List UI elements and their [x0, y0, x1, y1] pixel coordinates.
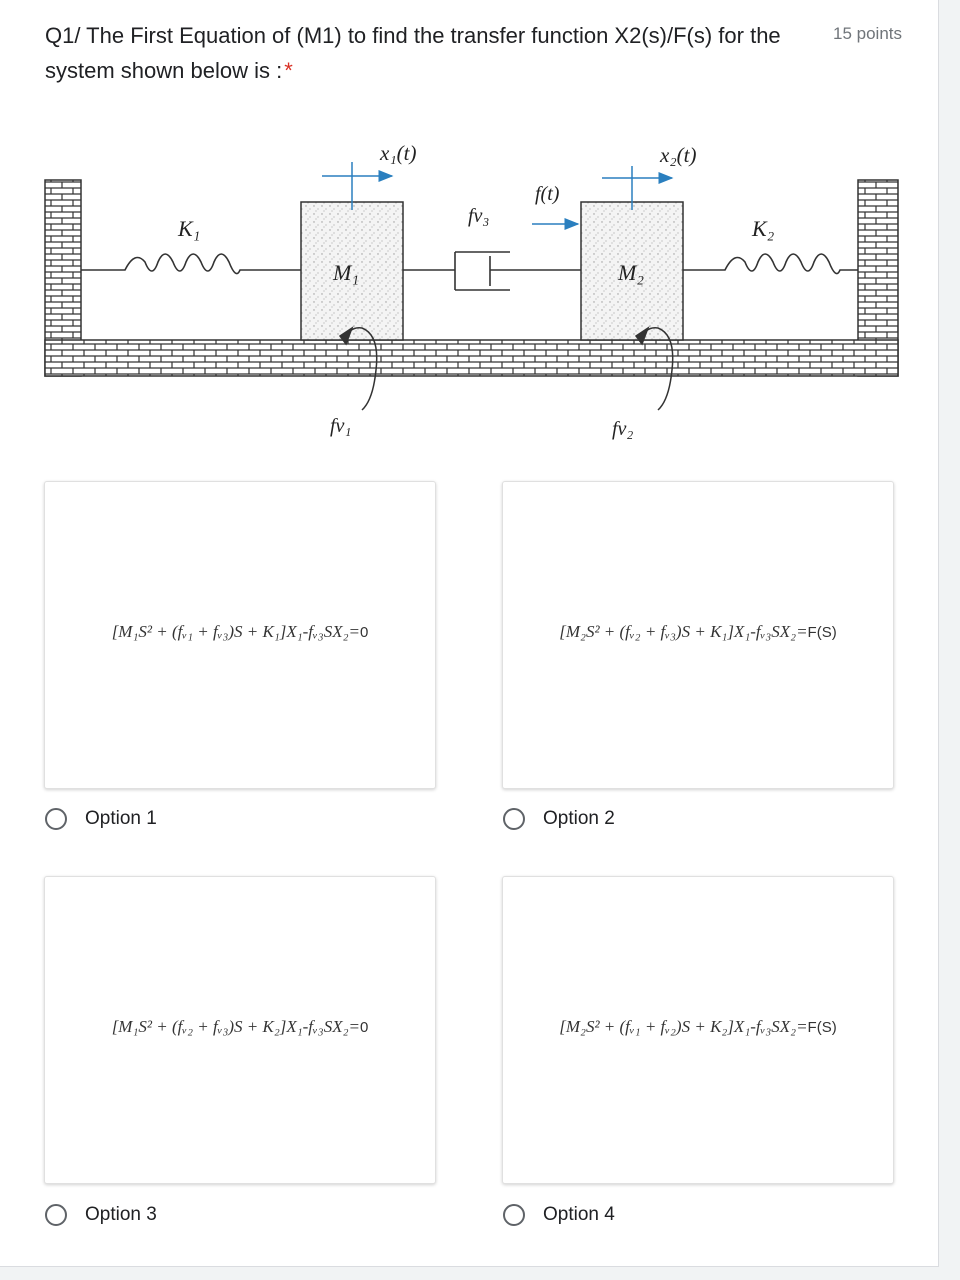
option-4-choice[interactable] [503, 1204, 615, 1226]
question-title [45, 18, 815, 88]
points-label: 15 points [833, 24, 902, 43]
option-2-image-card[interactable] [502, 481, 894, 789]
option-1-equation: [M₁S² + (fᵥ₁ + fᵥ₃)S + K₁]X₁-fᵥ₃SX₂=0 [111, 622, 369, 641]
option-3-choice[interactable] [45, 1204, 157, 1226]
fv1-label: fv₁ [330, 415, 352, 437]
x2-label: x₂(t) [660, 143, 697, 167]
option-3-radio[interactable] [45, 1204, 67, 1226]
option-3-label: Option 3 [85, 1204, 157, 1225]
option-1-image-card[interactable] [44, 481, 436, 789]
m1-label: M₁ [333, 260, 359, 285]
spring-k2 [683, 254, 858, 274]
fv3-label: fv₃ [468, 205, 490, 227]
k1-label: K₁ [178, 216, 201, 241]
option-2-choice[interactable] [503, 808, 615, 830]
option-3-equation: [M₁S² + (fᵥ₂ + fᵥ₃)S + K₂]X₁-fᵥ₃SX₂=0 [111, 1017, 369, 1036]
fv2-label: fv₂ [612, 418, 634, 440]
option-1-radio[interactable] [45, 808, 67, 830]
option-4-equation: [M₂S² + (fᵥ₁ + fᵥ₂)S + K₂]X₁-fᵥ₃SX₂=F(S) [559, 1017, 837, 1036]
m2-label: M₂ [618, 260, 644, 285]
option-3-image-card[interactable] [44, 876, 436, 1184]
x1-label: x₁(t) [380, 141, 417, 165]
option-2-label: Option 2 [543, 808, 615, 829]
option-1-label: Option 1 [85, 808, 157, 829]
option-1-choice[interactable] [45, 808, 157, 830]
floor [45, 340, 898, 376]
force-label: f(t) [535, 183, 560, 205]
damper-fv3 [403, 252, 581, 290]
question-text: Q1/ The First Equation of (M1) to find the transfer function X2(s)/F(s) for the system shown below is : [45, 23, 781, 83]
option-4-label: Option 4 [543, 1204, 615, 1225]
spring-k1 [81, 254, 301, 274]
option-4-image-card[interactable] [502, 876, 894, 1184]
option-4-radio[interactable] [503, 1204, 525, 1226]
mechanical-system-diagram [40, 140, 900, 460]
required-asterisk: * [284, 58, 293, 83]
k2-label: K₂ [752, 216, 775, 241]
option-2-radio[interactable] [503, 808, 525, 830]
option-2-equation: [M₂S² + (fᵥ₂ + fᵥ₃)S + K₁]X₁-fᵥ₃SX₂=F(S) [559, 622, 837, 641]
